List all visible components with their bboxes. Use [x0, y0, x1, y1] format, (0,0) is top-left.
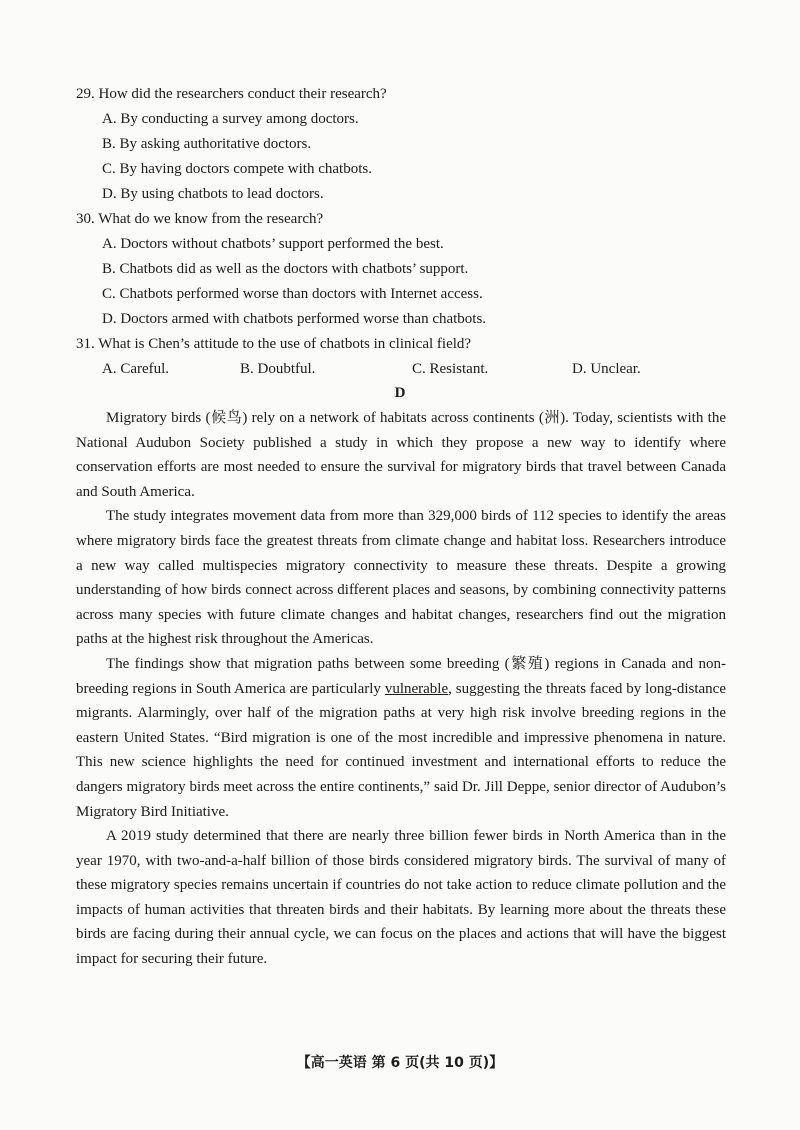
question-31-options-row	[102, 359, 742, 379]
question-29-option-a: A. By conducting a survey among doctors.	[102, 111, 359, 127]
question-30-stem: 30. What do we know from the research?	[76, 211, 324, 227]
section-title: D	[394, 385, 406, 401]
passage-paragraph-2: The study integrates movement data from more than 329,000 birds of 112 species to identify the areas where migratory birds face the greatest threats from climate change and habitat loss. Researchers introduce a new way called multispecies migratory connectivity to measure these threats. Despite a growing understanding of how birds connect across different places and seasons, by combining connectivity patterns across many species with future climate changes and habitat changes, researchers find out the migration paths at the highest risk throughout the Americas.	[76, 508, 726, 648]
question-29-option-b: B. By asking authoritative doctors.	[102, 136, 312, 152]
question-29-option-d: D. By using chatbots to lead doctors.	[102, 186, 324, 202]
paragraph-3-part-2: , suggesting the threats faced by long-distance migrants. Alarmingly, over half of the migration paths at very high risk involve breeding regions in the eastern United States. “Bird migration is one of the most incredible and impressive phenomena in nature. This new science highlights the need for continued investment and international efforts to reduce the dangers migratory birds meet across the entire continents,” said Dr. Jill Deppe, senior director of Audubon’s Migratory Bird Initiative.	[76, 680, 726, 820]
reading-passage	[76, 406, 726, 972]
question-31-option-b: B. Doubtful.	[240, 361, 316, 377]
question-31-option-a: A. Careful.	[102, 361, 170, 377]
page-footer: 【高一英语 第 6 页(共 10 页)】	[296, 1055, 504, 1071]
passage-paragraph-4: A 2019 study determined that there are nearly three billion fewer birds in North America than in the year 1970, with two-and-a-half billion of those birds considered migratory birds. The survival of many of these migratory species remains uncertain if countries do not take action to reduce climate pollution and the impacts of human activities that threaten birds and their habitats. By learning more about the threats these birds are facing during their annual cycle, we can focus on the places and actions that will have the biggest impact for securing their future.	[76, 828, 726, 968]
question-31-option-c: C. Resistant.	[412, 361, 489, 377]
question-30-option-c: C. Chatbots performed worse than doctors with Internet access.	[102, 286, 483, 302]
underlined-word: vulnerable	[384, 680, 449, 697]
question-31-stem: 31. What is Chen’s attitude to the use of chatbots in clinical field?	[76, 336, 472, 352]
question-29-stem: 29. How did the researchers conduct their research?	[76, 86, 387, 102]
question-30-option-a: A. Doctors without chatbots’ support performed the best.	[102, 236, 444, 252]
paragraph-3-part-1: The findings show that migration paths between some breeding (繁殖) regions in Canada and non-breeding regions in South America are particularly	[76, 655, 726, 697]
passage-paragraph-3	[76, 652, 726, 824]
passage-paragraph-1: Migratory birds (候鸟) rely on a network of habitats across continents (洲). Today, scientists with the National Audubon Society published a study in which they propose a new way to identify where conservation efforts are most needed to ensure the survival for migratory birds that travel between Canada and South America.	[76, 410, 726, 500]
question-30-option-b: B. Chatbots did as well as the doctors with chatbots’ support.	[102, 261, 469, 277]
question-30-option-d: D. Doctors armed with chatbots performed worse than chatbots.	[102, 311, 487, 327]
question-29-option-c: C. By having doctors compete with chatbots.	[102, 161, 372, 177]
question-31-option-d: D. Unclear.	[572, 361, 641, 377]
